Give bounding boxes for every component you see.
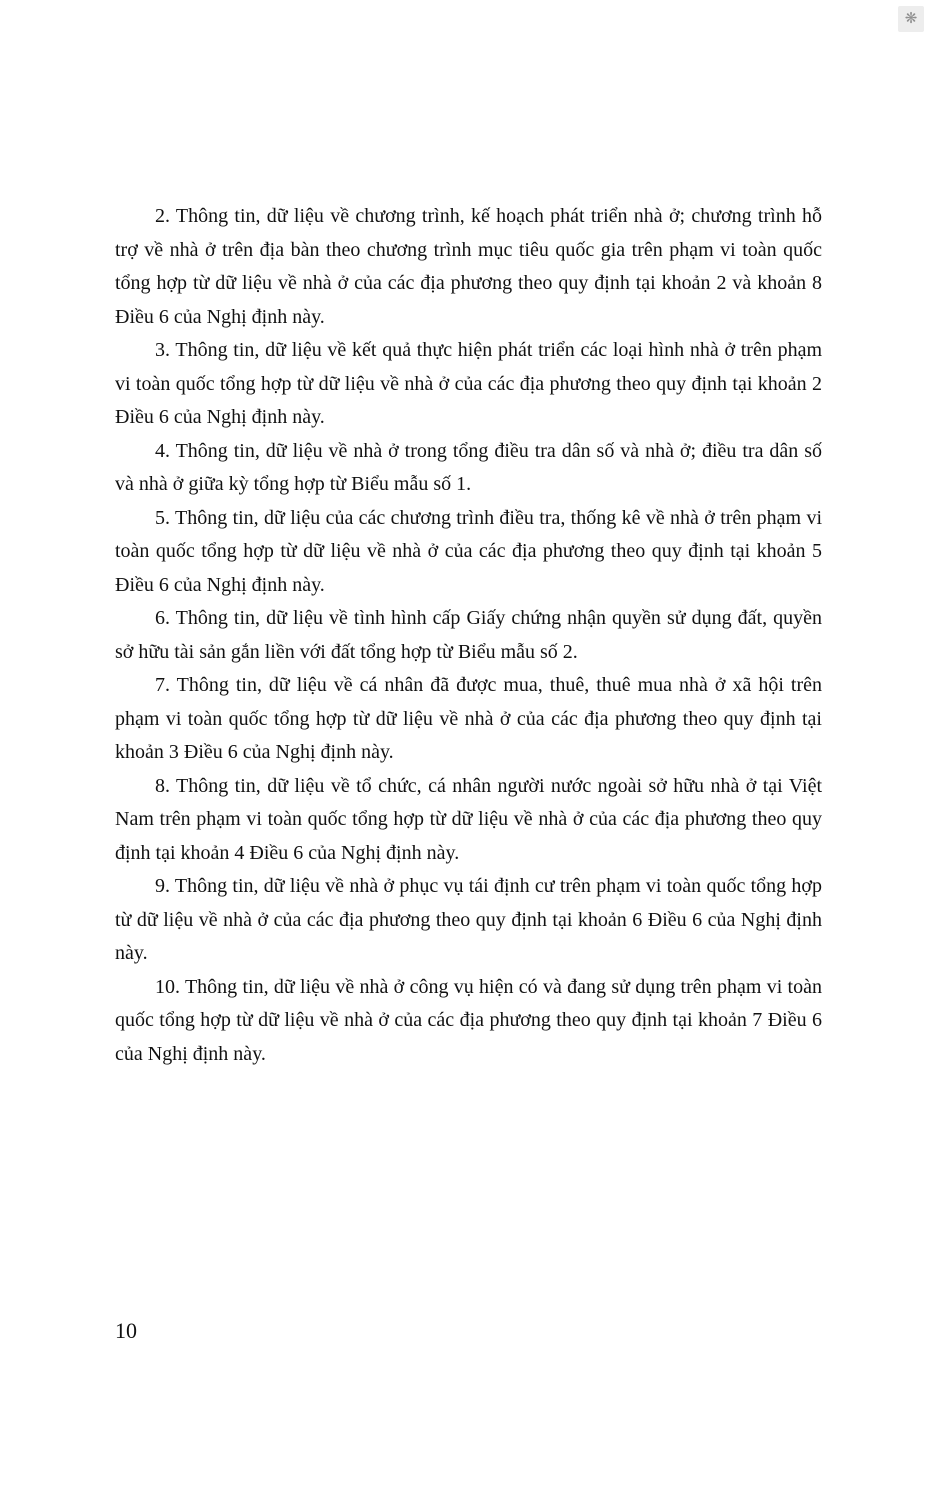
paragraph-7: 7. Thông tin, dữ liệu về cá nhân đã được mua, thuê, thuê mua nhà ở xã hội trên phạm vi toàn quốc tổng hợp từ dữ liệu về nhà ở của các địa phương theo quy định tại khoản 3 Điều 6 của Nghị định này. bbox=[115, 674, 822, 763]
page-number: 10 bbox=[115, 1318, 137, 1343]
flower-icon: ❋ bbox=[898, 6, 924, 32]
paragraph-9: 9. Thông tin, dữ liệu về nhà ở phục vụ tái định cư trên phạm vi toàn quốc tổng hợp từ dữ liệu về nhà ở của các địa phương theo quy định tại khoản 6 Điều 6 của Nghị định này. bbox=[115, 875, 822, 964]
paragraph-5: 5. Thông tin, dữ liệu của các chương trình điều tra, thống kê về nhà ở trên phạm vi toàn quốc tổng hợp từ dữ liệu về nhà ở của các địa phương theo quy định tại khoản 5 Điều 6 của Nghị định này. bbox=[115, 506, 822, 596]
paragraph-8: 8. Thông tin, dữ liệu về tổ chức, cá nhân người nước ngoài sở hữu nhà ở tại Việt Nam trên phạm vi toàn quốc tổng hợp từ dữ liệu về nhà ở của các địa phương theo quy định tại khoản 4 Điều 6 của Nghị định này. bbox=[115, 774, 822, 864]
paragraph-6: 6. Thông tin, dữ liệu về tình hình cấp Giấy chứng nhận quyền sử dụng đất, quyền sở hữu tài sản gắn liền với đất tổng hợp từ Biểu mẫu số 2. bbox=[115, 607, 822, 663]
text-block bbox=[115, 200, 822, 1071]
paragraph-10: 10. Thông tin, dữ liệu về nhà ở công vụ hiện có và đang sử dụng trên phạm vi toàn quốc tổng hợp từ dữ liệu về nhà ở của các địa phương theo quy định tại khoản 7 Điều 6 của Nghị định này. bbox=[115, 975, 822, 1065]
paragraph-3: 3. Thông tin, dữ liệu về kết quả thực hiện phát triển các loại hình nhà ở trên phạm vi toàn quốc tổng hợp từ dữ liệu về nhà ở của các địa phương theo quy định tại khoản 2 Điều 6 của Nghị định này. bbox=[115, 339, 822, 428]
paragraph-4: 4. Thông tin, dữ liệu về nhà ở trong tổng điều tra dân số và nhà ở; điều tra dân số và nhà ở giữa kỳ tổng hợp từ Biểu mẫu số 1. bbox=[115, 439, 822, 495]
paragraph-2: 2. Thông tin, dữ liệu về chương trình, kế hoạch phát triển nhà ở; chương trình hỗ trợ về nhà ở trên địa bàn theo chương trình mục tiêu quốc gia trên phạm vi toàn quốc tổng hợp từ dữ liệu về nhà ở của các địa phương theo quy định tại khoản 2 và khoản 8 Điều 6 của Nghị định này. bbox=[115, 205, 822, 328]
